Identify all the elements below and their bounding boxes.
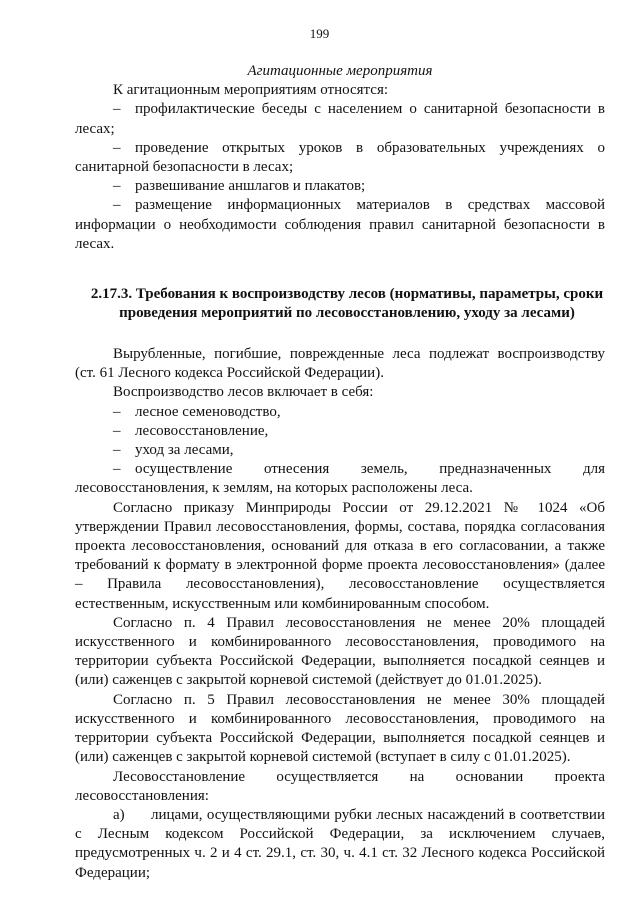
- list-item: – профилактические беседы с населением о санитарной безопасности в лесах;: [75, 101, 605, 137]
- list-item: – проведение открытых уроков в образовательных учреждениях о санитарной безопасности в лесах;: [75, 139, 605, 176]
- paragraph: Согласно п. 5 Правил лесовосстановления не менее 30% площадей искусственного и комбинированного лесовосстановления, проводимого на территории субъекта Российской Федерации, выполняется посадкой сеянцев и (или) саженцев с закрытой корневой системой (вступает в силу с 01.01.2025).: [75, 691, 605, 766]
- paragraph: Согласно приказу Минприроды России от 29.12.2021 № 1024 «Об утверждении Правил лесовосстановления, формы, состава, порядка согласования проекта лесовосстановления, оснований для отказа в его согласовании, а также требований к формату в электронной форме проекта лесовосстановления» (далее – Правила лесовосстановления), лесовосстановление осуществляется естественным, искусственным или комбинированным способом.: [75, 499, 605, 612]
- list-item: а) лицами, осуществляющими рубки лесных насаждений в соответствии с Лесным кодексом Российской Федерации, за исключением случаев, предусмотренных ч. 2 и 4 ст. 29.1, ст. 30, ч. 4.1 ст. 32 Лесного кодекса Российской Федерации;: [75, 806, 605, 881]
- paragraph: Воспроизводство лесов включает в себя:: [113, 384, 374, 401]
- list-item: – лесное семеноводство,: [113, 403, 281, 420]
- page-number: 199: [309, 26, 330, 41]
- list-item: – осуществление отнесения земель, предназначенных для лесовосстановления, к землям, на которых расположены леса.: [75, 461, 605, 497]
- section-heading: 2.17.3. Требования к воспроизводству лесов (нормативы, параметры, сроки проведения мероприятий по лесовосстановлению, уходу за лесами): [90, 286, 604, 322]
- paragraph: Согласно п. 4 Правил лесовосстановления не менее 20% площадей искусственного и комбинированного лесовосстановления, проводимого на территории субъекта Российской Федерации, выполняется посадкой сеянцев и (или) саженцев с закрытой корневой системой (действует до 01.01.2025).: [75, 614, 605, 689]
- paragraph: Лесовосстановление осуществляется на основании проекта лесовосстановления:: [75, 768, 605, 804]
- list-item: – лесовосстановление,: [113, 422, 269, 439]
- paragraph: Вырубленные, погибшие, поврежденные леса подлежат воспроизводству (ст. 61 Лесного кодекса Российской Федерации).: [75, 346, 605, 382]
- list-item: – размещение информационных материалов в средствах массовой информации о необходимости соблюдения правил санитарной безопасности в лесах.: [75, 197, 605, 252]
- intro-paragraph: К агитационным мероприятиям относятся:: [113, 82, 389, 99]
- list-item: – уход за лесами,: [113, 442, 234, 459]
- list-item: – развешивание аншлагов и плакатов;: [113, 178, 366, 195]
- reproduction-list: [75, 403, 605, 499]
- agitation-list: [75, 100, 605, 254]
- page-content: [75, 62, 605, 883]
- section-subtitle: Агитационные мероприятия: [247, 63, 433, 79]
